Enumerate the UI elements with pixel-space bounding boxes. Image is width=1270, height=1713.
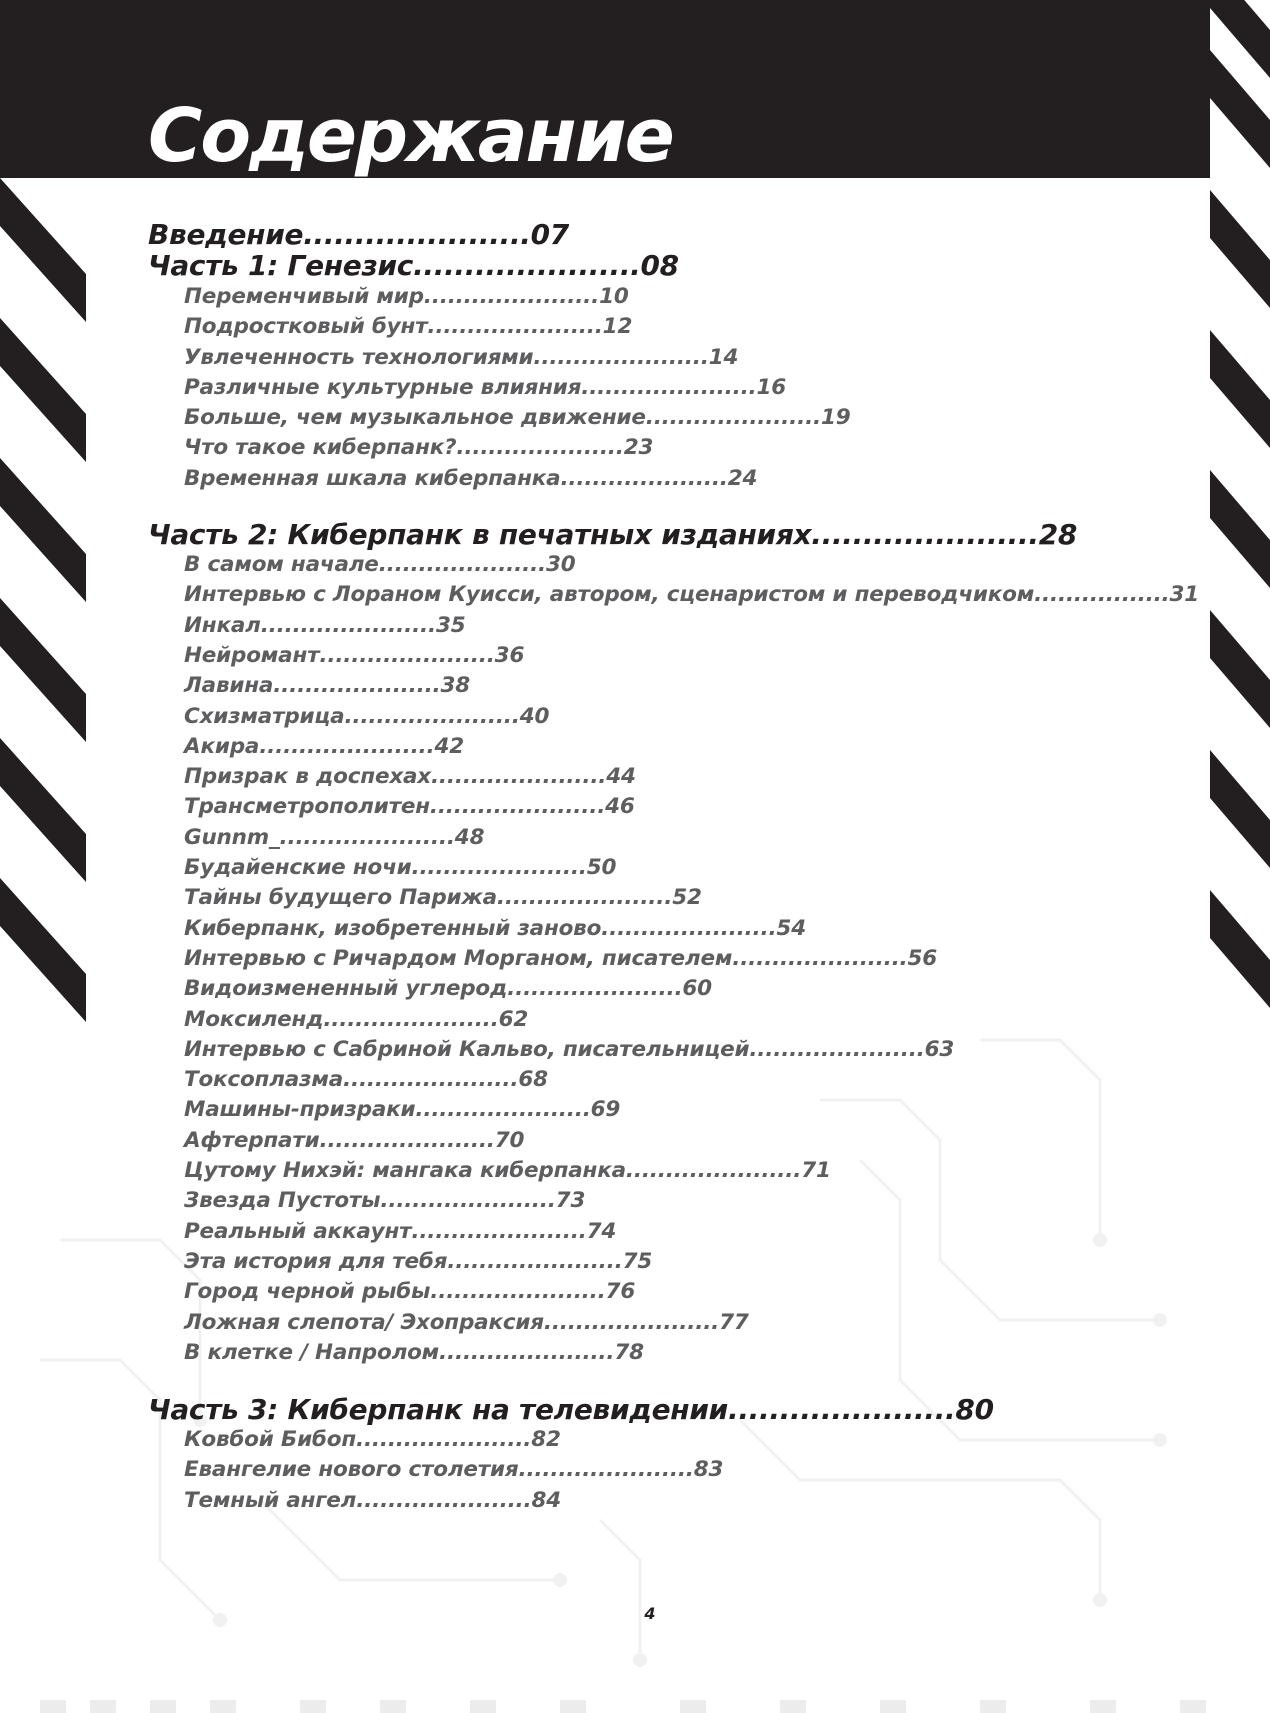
toc-entry: Интервью с Ричардом Морганом, писателем......................56 [184, 945, 938, 971]
toc-intro: Введение......................07 [148, 218, 569, 251]
table-of-contents [148, 220, 1198, 1516]
toc-entry: Интервью с Сабриной Кальво, писательницей......................63 [184, 1036, 955, 1062]
toc-part-3-heading: Часть 3: Киберпанк на телевидении......................80 [148, 1393, 994, 1427]
toc-entry: Темный ангел......................84 [184, 1487, 561, 1513]
page-number: 4 [644, 1604, 656, 1623]
toc-entry: Машины-призраки......................69 [184, 1097, 621, 1123]
toc-entry: Будайенские ночи......................50 [184, 855, 617, 881]
toc-entry: Афтерпати......................70 [184, 1127, 525, 1153]
toc-part-2-heading: Часть 2: Киберпанк в печатных изданиях......................28 [148, 518, 1078, 552]
toc-entry: Что такое киберпанк?.....................23 [184, 435, 654, 461]
toc-entry: Больше, чем музыкальное движение......................19 [184, 405, 851, 431]
toc-entry: Инкал......................35 [184, 612, 466, 638]
toc-entry: Трансметрополитен......................46 [184, 794, 635, 820]
toc-entry: Тайны будущего Парижа......................52 [184, 885, 702, 911]
toc-entry: В самом начале.....................30 [184, 552, 576, 578]
toc-entry: В клетке / Напролом......................78 [184, 1339, 644, 1365]
toc-entry: Нейромант......................36 [184, 642, 525, 668]
toc-entry: Различные культурные влияния......................16 [184, 374, 787, 400]
toc-entry: Увлеченность технологиями......................14 [184, 344, 739, 370]
toc-entry: Подростковый бунт......................12 [184, 314, 633, 340]
toc-part-3-list [148, 1425, 1198, 1516]
toc-entry: Реальный аккаунт......................74 [184, 1218, 617, 1244]
toc-entry: Акира......................42 [184, 733, 464, 759]
toc-entry: Моксиленд......................62 [184, 1006, 529, 1032]
toc-entry: Схизматрица......................40 [184, 703, 550, 729]
toc-entry: Эта история для тебя......................75 [184, 1248, 653, 1274]
toc-entry: Город черной рыбы......................76 [184, 1279, 636, 1305]
toc-entry: Временная шкала киберпанка.....................24 [184, 465, 758, 491]
toc-entry: Токсоплазма......................68 [184, 1067, 548, 1093]
toc-entry: Интервью с Лораном Куисси, автором, сценаристом и переводчиком.................31 [184, 582, 1200, 608]
toc-part-1-heading: Часть 1: Генезис......................08 [148, 249, 679, 282]
toc-entry: Ложная слепота/ Эхопраксия......................77 [184, 1309, 749, 1335]
toc-entry: Евангелие нового столетия......................83 [184, 1457, 724, 1483]
left-hazard-stripes [0, 0, 86, 1713]
toc-entry: Видоизмененный углерод......................60 [184, 976, 712, 1002]
toc-entry: Цутому Нихэй: мангака киберпанка......................71 [184, 1158, 831, 1184]
toc-part-2-list [148, 550, 1198, 1368]
page-title: Содержание [148, 93, 673, 179]
toc-entry: Ковбой Бибоп......................82 [184, 1427, 561, 1453]
toc-entry: Gunnm_......................48 [184, 824, 485, 850]
toc-entry: Лавина.....................38 [184, 673, 471, 699]
toc-entry: Звезда Пустоты......................73 [184, 1188, 586, 1214]
toc-part-1-list [148, 282, 1198, 494]
toc-entry: Переменчивый мир......................10 [184, 284, 629, 309]
right-hazard-stripes [1210, 0, 1270, 1713]
toc-entry: Киберпанк, изобретенный заново......................54 [184, 915, 806, 941]
toc-entry: Призрак в доспехах......................44 [184, 764, 636, 790]
